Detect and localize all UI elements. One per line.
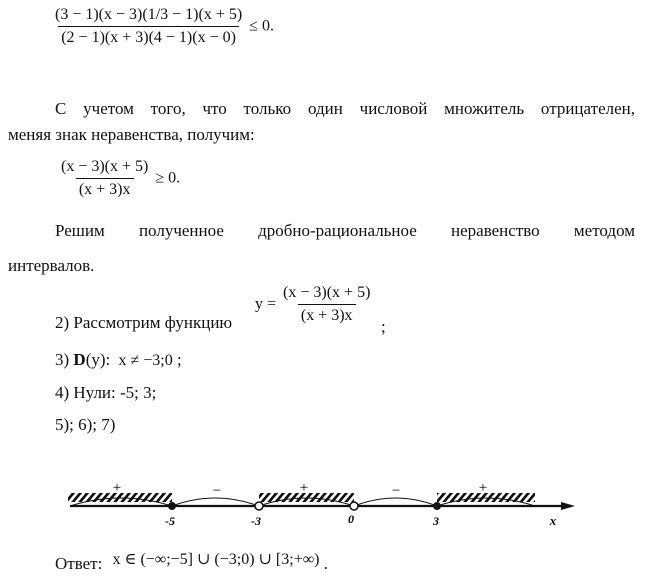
- function-denominator: (x + 3)x: [298, 304, 356, 325]
- answer: [55, 553, 328, 576]
- fraction-1: [52, 6, 245, 47]
- fraction-2: [58, 158, 151, 199]
- step-3-semicolon: ;: [177, 350, 182, 369]
- inequality-1: [52, 6, 274, 47]
- paragraph-1-line-2: меняя знак неравенства, получим:: [8, 125, 255, 144]
- paragraph-1-line-1: С учетом того, что только один числовой множитель отрицателен,: [55, 99, 635, 118]
- answer-label: Ответ:: [55, 554, 103, 573]
- sign-4: −: [391, 483, 401, 499]
- function-numerator: (x − 3)(x + 5): [283, 284, 371, 301]
- inequality-2: [58, 158, 180, 199]
- point-label-0: 0: [348, 512, 354, 526]
- interval-arc-4: [354, 498, 437, 506]
- sign-2: −: [212, 483, 222, 499]
- step-5: 5); 6); 7): [55, 415, 116, 434]
- axis-arrow: [561, 502, 575, 510]
- paragraph-2-line-2: интервалов.: [8, 256, 95, 275]
- fraction-2-numerator: (x − 3)(x + 5): [61, 158, 149, 175]
- domain-expression: x ≠ −3;0: [118, 352, 173, 369]
- fraction-2-denominator: (x + 3)x: [76, 178, 134, 199]
- step-2-function: [255, 284, 373, 325]
- step-2-semicolon: ;: [381, 317, 386, 336]
- step-3: [55, 349, 182, 372]
- sign-1: +: [112, 480, 122, 496]
- point-3-filled: [433, 502, 441, 510]
- point-label-minus-3: -3: [251, 514, 261, 528]
- domain-symbol: D: [73, 350, 86, 369]
- function-fraction: [280, 284, 373, 325]
- answer-expression: x ∈ (−∞;−5] ∪ (−3;0) ∪ [3;+∞): [112, 551, 320, 568]
- step-2-text: 2) Рассмотрим функцию: [55, 313, 233, 332]
- inequality-2-relation: ≥ 0.: [155, 169, 181, 187]
- number-line: [0, 470, 645, 530]
- domain-argument: (y):: [85, 350, 111, 369]
- point-0-open: [350, 502, 358, 510]
- interval-arc-2: [172, 498, 259, 506]
- sign-5: +: [478, 480, 488, 496]
- sign-3: +: [299, 480, 309, 496]
- point-minus-5-filled: [168, 502, 176, 510]
- inequality-1-relation: ≤ 0.: [249, 17, 274, 35]
- step-4: 4) Нули: -5; 3;: [55, 383, 157, 402]
- fraction-1-numerator: (3 − 1)(x − 3)(1/3 − 1)(x + 5): [55, 6, 243, 23]
- answer-period: .: [323, 554, 328, 573]
- function-lhs: y =: [255, 295, 277, 313]
- fraction-1-denominator: (2 − 1)(x + 3)(4 − 1)(x − 0): [58, 26, 239, 47]
- axis-label-x: x: [549, 513, 557, 528]
- point-minus-3-open: [255, 502, 263, 510]
- paragraph-2-line-1: Решим полученное дробно-рациональное неравенство методом: [55, 221, 635, 240]
- point-label-3: 3: [433, 514, 439, 528]
- point-label-minus-5: -5: [165, 514, 175, 528]
- step-3-label: 3): [55, 350, 70, 369]
